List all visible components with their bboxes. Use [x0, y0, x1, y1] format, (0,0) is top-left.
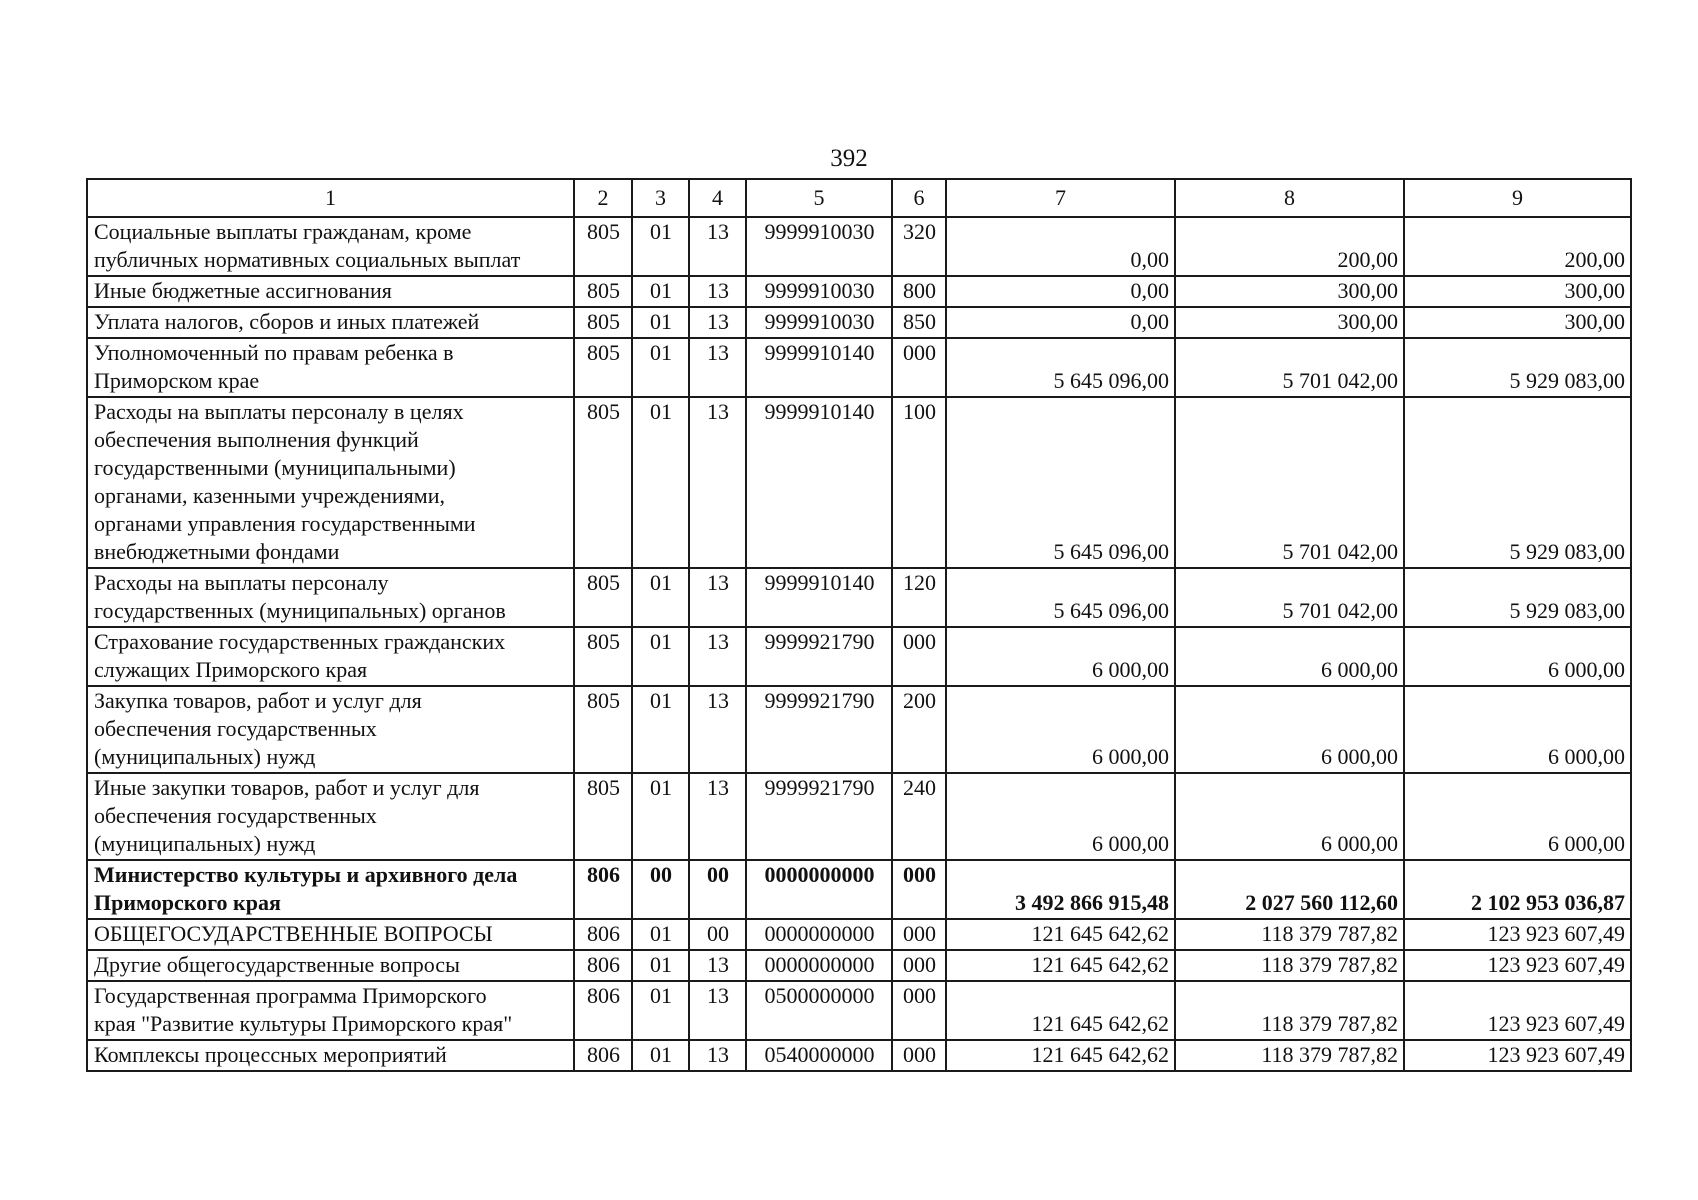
section-code-cell: 01	[632, 686, 689, 773]
section-code-cell: 01	[632, 1040, 689, 1071]
expense-type-cell: 000	[892, 860, 946, 919]
subsection-code-cell: 13	[689, 1040, 746, 1071]
section-code-cell: 01	[632, 950, 689, 981]
subsection-code-cell: 13	[689, 981, 746, 1040]
expense-type-cell: 000	[892, 950, 946, 981]
amount-col9-cell: 123 923 607,49	[1404, 919, 1631, 950]
table-row	[87, 338, 1631, 397]
table-row	[87, 276, 1631, 307]
row-name-cell: Министерство культуры и архивного дела Приморского края	[87, 860, 574, 919]
table-row	[87, 307, 1631, 338]
expense-type-cell: 200	[892, 686, 946, 773]
subsection-code-cell: 13	[689, 307, 746, 338]
header-cell: 5	[746, 179, 892, 217]
subsection-code-cell: 13	[689, 568, 746, 627]
target-article-cell: 9999910140	[746, 338, 892, 397]
header-cell: 7	[946, 179, 1175, 217]
table-row	[87, 397, 1631, 568]
row-name-cell: Иные бюджетные ассигнования	[87, 276, 574, 307]
header-cell: 8	[1175, 179, 1404, 217]
subsection-code-cell: 00	[689, 860, 746, 919]
amount-col7-cell: 0,00	[946, 217, 1175, 276]
subsection-code-cell: 13	[689, 397, 746, 568]
ministry-code-cell: 805	[574, 276, 632, 307]
row-name-cell: Расходы на выплаты персоналу в целях обеспечения выполнения функций государственными (муниципальными) органами, казенными учреждениями, органами управления государственными внебюджетными фондами	[87, 397, 574, 568]
amount-col9-cell: 6 000,00	[1404, 627, 1631, 686]
target-article-cell: 0540000000	[746, 1040, 892, 1071]
amount-col7-cell: 6 000,00	[946, 773, 1175, 860]
amount-col8-cell: 2 027 560 112,60	[1175, 860, 1404, 919]
ministry-code-cell: 806	[574, 981, 632, 1040]
target-article-cell: 9999921790	[746, 773, 892, 860]
amount-col8-cell: 200,00	[1175, 217, 1404, 276]
row-name-cell: ОБЩЕГОСУДАРСТВЕННЫЕ ВОПРОСЫ	[87, 919, 574, 950]
table-row	[87, 627, 1631, 686]
header-cell: 3	[632, 179, 689, 217]
target-article-cell: 0000000000	[746, 919, 892, 950]
table-row	[87, 919, 1631, 950]
section-code-cell: 01	[632, 568, 689, 627]
section-code-cell: 01	[632, 307, 689, 338]
expense-type-cell: 240	[892, 773, 946, 860]
expense-type-cell: 000	[892, 338, 946, 397]
ministry-code-cell: 805	[574, 338, 632, 397]
amount-col7-cell: 0,00	[946, 276, 1175, 307]
header-cell: 4	[689, 179, 746, 217]
target-article-cell: 9999910140	[746, 397, 892, 568]
header-cell: 2	[574, 179, 632, 217]
row-name-cell: Уполномоченный по правам ребенка в Приморском крае	[87, 338, 574, 397]
expense-type-cell: 850	[892, 307, 946, 338]
row-name-cell: Расходы на выплаты персоналу государственных (муниципальных) органов	[87, 568, 574, 627]
amount-col8-cell: 5 701 042,00	[1175, 568, 1404, 627]
subsection-code-cell: 13	[689, 950, 746, 981]
row-name-cell: Закупка товаров, работ и услуг для обеспечения государственных (муниципальных) нужд	[87, 686, 574, 773]
amount-col7-cell: 6 000,00	[946, 686, 1175, 773]
amount-col7-cell: 121 645 642,62	[946, 919, 1175, 950]
header-cell: 9	[1404, 179, 1631, 217]
amount-col7-cell: 5 645 096,00	[946, 568, 1175, 627]
table-row	[87, 860, 1631, 919]
amount-col9-cell: 123 923 607,49	[1404, 950, 1631, 981]
amount-col8-cell: 118 379 787,82	[1175, 919, 1404, 950]
section-code-cell: 01	[632, 981, 689, 1040]
header-row	[87, 179, 1631, 217]
section-code-cell: 00	[632, 860, 689, 919]
ministry-code-cell: 805	[574, 686, 632, 773]
expense-type-cell: 000	[892, 627, 946, 686]
expense-type-cell: 120	[892, 568, 946, 627]
amount-col9-cell: 123 923 607,49	[1404, 1040, 1631, 1071]
row-name-cell: Страхование государственных гражданских служащих Приморского края	[87, 627, 574, 686]
row-name-cell: Другие общегосударственные вопросы	[87, 950, 574, 981]
subsection-code-cell: 13	[689, 627, 746, 686]
target-article-cell: 9999910030	[746, 217, 892, 276]
section-code-cell: 01	[632, 773, 689, 860]
row-name-cell: Комплексы процессных мероприятий	[87, 1040, 574, 1071]
subsection-code-cell: 13	[689, 773, 746, 860]
ministry-code-cell: 805	[574, 307, 632, 338]
amount-col7-cell: 3 492 866 915,48	[946, 860, 1175, 919]
amount-col7-cell: 5 645 096,00	[946, 397, 1175, 568]
ministry-code-cell: 805	[574, 217, 632, 276]
table-row	[87, 773, 1631, 860]
ministry-code-cell: 806	[574, 950, 632, 981]
target-article-cell: 0000000000	[746, 950, 892, 981]
ministry-code-cell: 806	[574, 919, 632, 950]
target-article-cell: 9999910140	[746, 568, 892, 627]
table-row	[87, 568, 1631, 627]
amount-col9-cell: 123 923 607,49	[1404, 981, 1631, 1040]
table-row	[87, 981, 1631, 1040]
expense-type-cell: 000	[892, 1040, 946, 1071]
section-code-cell: 01	[632, 919, 689, 950]
amount-col9-cell: 300,00	[1404, 307, 1631, 338]
subsection-code-cell: 00	[689, 919, 746, 950]
amount-col9-cell: 2 102 953 036,87	[1404, 860, 1631, 919]
amount-col8-cell: 5 701 042,00	[1175, 338, 1404, 397]
budget-table	[86, 178, 1632, 1072]
amount-col8-cell: 300,00	[1175, 307, 1404, 338]
subsection-code-cell: 13	[689, 276, 746, 307]
page-number: 392	[830, 145, 868, 172]
row-name-cell: Социальные выплаты гражданам, кроме публичных нормативных социальных выплат	[87, 217, 574, 276]
expense-type-cell: 320	[892, 217, 946, 276]
table-row	[87, 1040, 1631, 1071]
amount-col7-cell: 5 645 096,00	[946, 338, 1175, 397]
amount-col8-cell: 5 701 042,00	[1175, 397, 1404, 568]
target-article-cell: 0000000000	[746, 860, 892, 919]
row-name-cell: Государственная программа Приморского края "Развитие культуры Приморского края"	[87, 981, 574, 1040]
amount-col9-cell: 6 000,00	[1404, 773, 1631, 860]
target-article-cell: 9999910030	[746, 307, 892, 338]
target-article-cell: 0500000000	[746, 981, 892, 1040]
header-cell: 1	[87, 179, 574, 217]
amount-col7-cell: 121 645 642,62	[946, 1040, 1175, 1071]
amount-col8-cell: 6 000,00	[1175, 627, 1404, 686]
amount-col8-cell: 118 379 787,82	[1175, 1040, 1404, 1071]
header-cell: 6	[892, 179, 946, 217]
section-code-cell: 01	[632, 627, 689, 686]
amount-col8-cell: 6 000,00	[1175, 773, 1404, 860]
section-code-cell: 01	[632, 338, 689, 397]
table-row	[87, 686, 1631, 773]
target-article-cell: 9999921790	[746, 686, 892, 773]
amount-col9-cell: 300,00	[1404, 276, 1631, 307]
amount-col7-cell: 121 645 642,62	[946, 981, 1175, 1040]
amount-col9-cell: 5 929 083,00	[1404, 568, 1631, 627]
amount-col8-cell: 300,00	[1175, 276, 1404, 307]
target-article-cell: 9999921790	[746, 627, 892, 686]
subsection-code-cell: 13	[689, 686, 746, 773]
expense-type-cell: 000	[892, 981, 946, 1040]
table-row	[87, 217, 1631, 276]
subsection-code-cell: 13	[689, 338, 746, 397]
section-code-cell: 01	[632, 217, 689, 276]
ministry-code-cell: 805	[574, 568, 632, 627]
expense-type-cell: 800	[892, 276, 946, 307]
section-code-cell: 01	[632, 397, 689, 568]
amount-col9-cell: 5 929 083,00	[1404, 397, 1631, 568]
expense-type-cell: 100	[892, 397, 946, 568]
amount-col7-cell: 6 000,00	[946, 627, 1175, 686]
ministry-code-cell: 806	[574, 860, 632, 919]
amount-col7-cell: 0,00	[946, 307, 1175, 338]
amount-col9-cell: 6 000,00	[1404, 686, 1631, 773]
row-name-cell: Иные закупки товаров, работ и услуг для обеспечения государственных (муниципальных) нужд	[87, 773, 574, 860]
amount-col8-cell: 118 379 787,82	[1175, 981, 1404, 1040]
ministry-code-cell: 805	[574, 627, 632, 686]
ministry-code-cell: 806	[574, 1040, 632, 1071]
ministry-code-cell: 805	[574, 773, 632, 860]
row-name-cell: Уплата налогов, сборов и иных платежей	[87, 307, 574, 338]
subsection-code-cell: 13	[689, 217, 746, 276]
amount-col9-cell: 200,00	[1404, 217, 1631, 276]
ministry-code-cell: 805	[574, 397, 632, 568]
amount-col7-cell: 121 645 642,62	[946, 950, 1175, 981]
amount-col8-cell: 6 000,00	[1175, 686, 1404, 773]
section-code-cell: 01	[632, 276, 689, 307]
table-row	[87, 950, 1631, 981]
target-article-cell: 9999910030	[746, 276, 892, 307]
expense-type-cell: 000	[892, 919, 946, 950]
amount-col8-cell: 118 379 787,82	[1175, 950, 1404, 981]
amount-col9-cell: 5 929 083,00	[1404, 338, 1631, 397]
